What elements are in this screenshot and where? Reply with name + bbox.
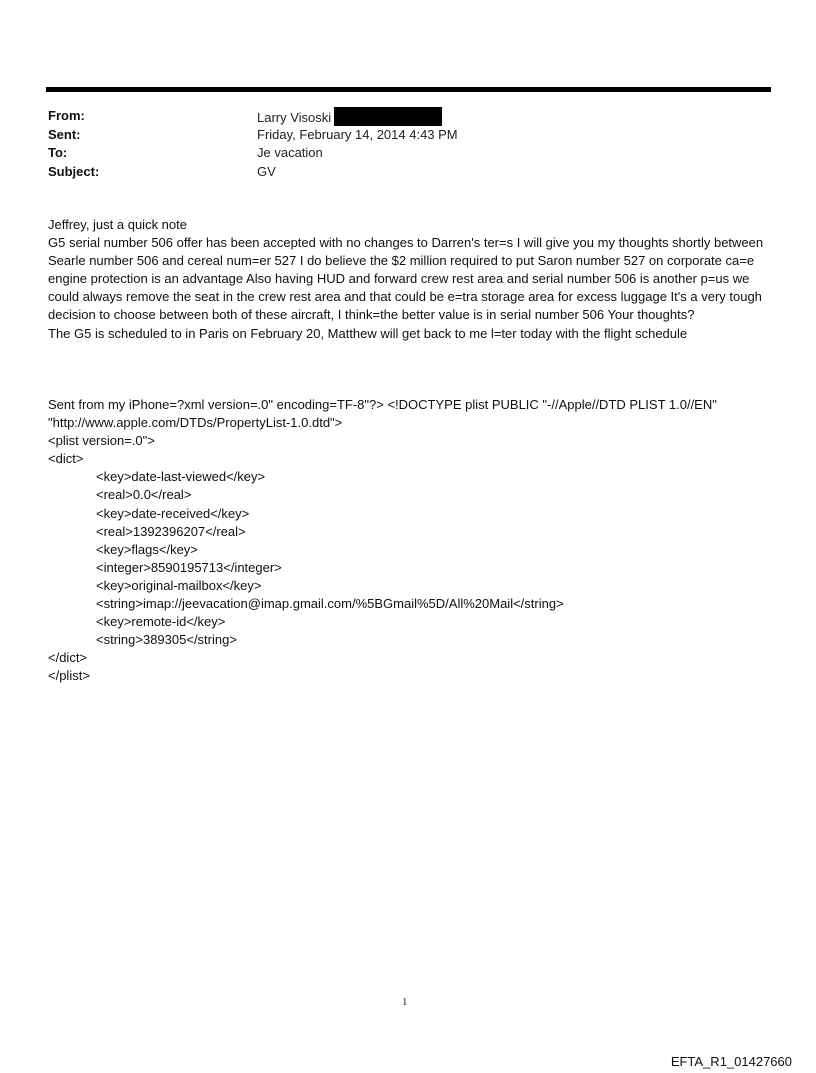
plist-entry: <real>1392396207</real>: [96, 523, 246, 539]
plist-close: </plist>: [48, 668, 90, 684]
sent-label: Sent:: [48, 126, 81, 142]
plist-entry: <key>flags</key>: [96, 541, 198, 557]
email-body: [48, 216, 776, 343]
plist-entry: <key>date-received</key>: [96, 505, 250, 521]
plist-block: [48, 396, 776, 686]
plist-entry: <key>date-last-viewed</key>: [96, 469, 266, 485]
schedule-line: The G5 is scheduled to in Paris on February 20, Matthew will get back to me l=ter today with the flight schedule: [48, 325, 688, 341]
dict-open: <dict>: [48, 451, 84, 467]
from-row: [48, 107, 768, 126]
redaction-box: [334, 107, 442, 126]
plist-entry: <string>imap://jeevacation@imap.gmail.com/%5BGmail%5D/All%20Mail</string>: [96, 596, 564, 612]
page-number: 1: [402, 996, 408, 1008]
plist-entry: <key>remote-id</key>: [96, 614, 226, 630]
plist-entry: <integer>8590195713</integer>: [96, 559, 282, 575]
to-label: To:: [48, 145, 68, 160]
to-value: Je vacation: [257, 145, 323, 160]
plist-entry: <key>original-mailbox</key>: [96, 577, 262, 593]
plist-entry: <real>0.0</real>: [96, 487, 192, 503]
sent-row: [48, 126, 768, 145]
sent-value: Friday, February 14, 2014 4:43 PM: [257, 126, 458, 142]
subject-label: Subject:: [48, 163, 100, 179]
from-label: From:: [48, 108, 85, 123]
sent-from-line: Sent from my iPhone=?xml version=.0" encoding=TF-8"?> <!DOCTYPE plist PUBLIC "-//Apple//DTD PLIST 1.0//EN" "http://www.apple.com/DTDs/PropertyList-1.0.dtd">: [48, 397, 717, 431]
subject-row: [48, 163, 768, 182]
greeting: Jeffrey, just a quick note: [48, 217, 187, 232]
dict-close: </dict>: [48, 650, 88, 666]
body-paragraph: G5 serial number 506 offer has been accepted with no changes to Darren's ter=s I will give you my thoughts shortly between Searle number 506 and cereal num=er 527 I do believe the $2 million required to put Saron number 527 on corporate ca=e engine protection is an advantage Also having HUD and forward crew rest area and serial number 506 is another p=us we could always remove the seat in the crew rest area and that could be e=tra storage area for excess luggage It's a very tough decision to choose between both of these aircraft, I think=the better value is in serial number 506 Your thoughts?: [48, 235, 764, 323]
from-value: [257, 107, 442, 128]
plist-entry: <string>389305</string>: [96, 632, 237, 648]
from-name: Larry Visoski: [257, 110, 332, 125]
header-rule: [46, 87, 771, 92]
to-row: [48, 144, 768, 163]
email-header: [48, 107, 768, 181]
subject-value: GV: [257, 163, 276, 179]
document-id: EFTA_R1_01427660: [670, 1054, 792, 1069]
plist-open: <plist version=.0">: [48, 433, 155, 449]
